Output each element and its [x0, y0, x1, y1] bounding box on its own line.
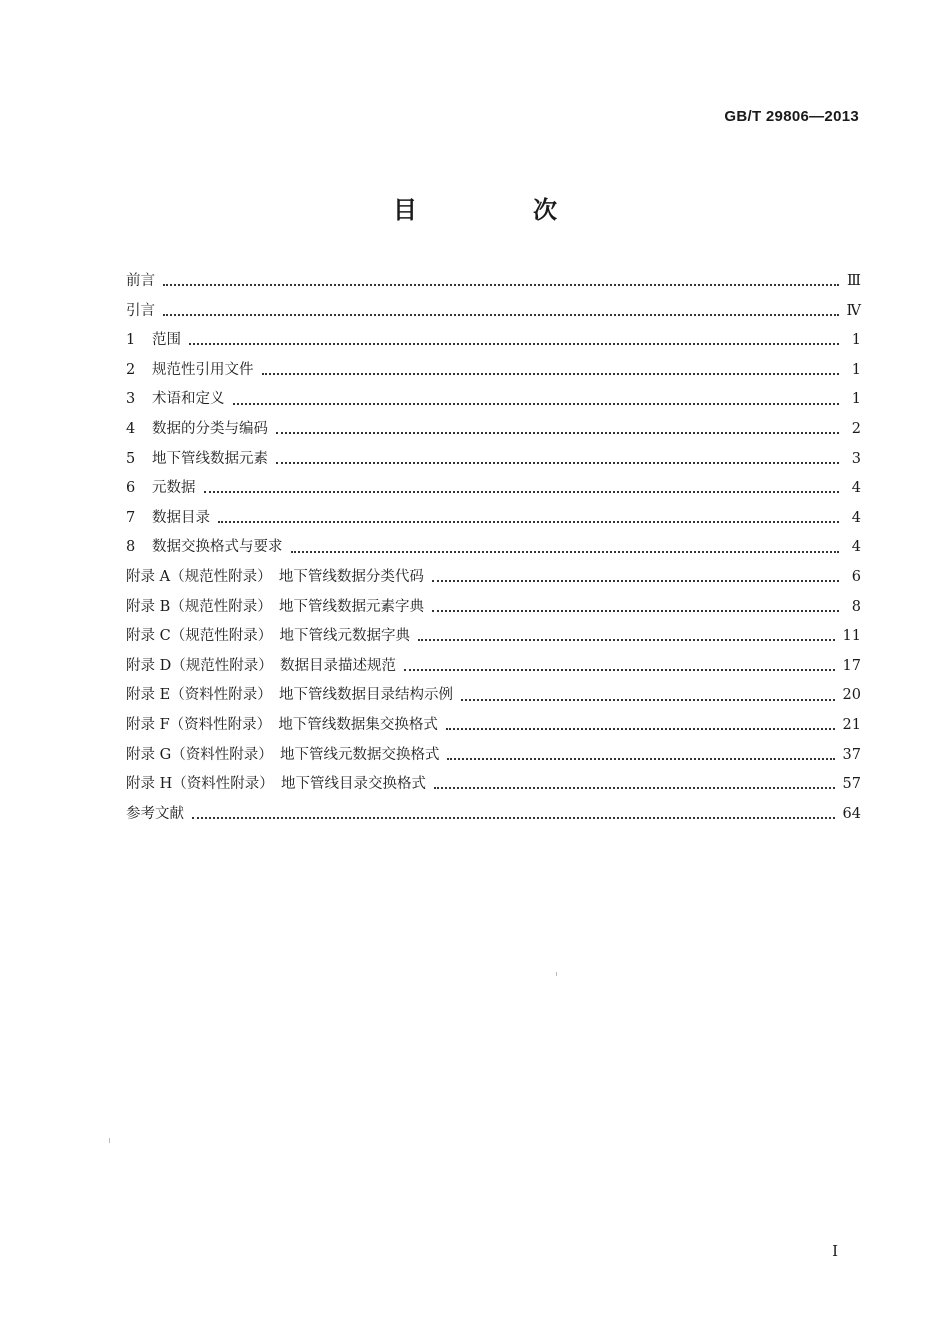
toc-entry-page: 11 [842, 628, 861, 645]
dot-leader [447, 757, 834, 760]
toc-entry-number: 6 [126, 480, 136, 497]
toc-entry-label: 附录 E（资料性附录） 地下管线数据目录结构示例 [126, 687, 453, 704]
dot-leader [276, 431, 839, 434]
toc-entry-number: 8 [126, 539, 136, 556]
toc-entry-6[interactable] [126, 474, 861, 504]
toc-entry-appendix-b[interactable] [126, 593, 861, 623]
toc-entry-page: 57 [842, 776, 861, 793]
toc-entry-number: 3 [126, 391, 136, 408]
toc-entry-number: 1 [126, 332, 136, 349]
table-of-contents [126, 267, 861, 829]
toc-entry-appendix-g[interactable] [126, 741, 861, 771]
toc-entry-page: 21 [842, 716, 861, 733]
toc-entry-label: 数据交换格式与要求 [152, 539, 283, 556]
toc-entry-number: 2 [126, 361, 136, 378]
toc-entry-label: 附录 H（资料性附录） 地下管线目录交换格式 [126, 776, 427, 793]
toc-entry-page: 4 [851, 509, 861, 526]
dot-leader [418, 638, 835, 641]
toc-entry-page: 17 [842, 657, 861, 674]
dot-leader [192, 816, 835, 819]
toc-entry-appendix-f[interactable] [126, 711, 861, 741]
dot-leader [432, 609, 839, 612]
page-number: I [832, 1242, 838, 1260]
toc-entry-page: 4 [851, 539, 861, 556]
toc-entry-label: 数据目录 [152, 509, 210, 526]
toc-entry-page: 3 [851, 450, 861, 467]
dot-leader [233, 402, 840, 405]
toc-entry-label: 地下管线数据元素 [152, 450, 268, 467]
toc-entry-number: 4 [126, 420, 136, 437]
toc-entry-2[interactable] [126, 356, 861, 386]
toc-entry-introduction[interactable] [126, 297, 861, 327]
toc-entry-page: 2 [851, 420, 861, 437]
scan-speck [109, 1138, 110, 1143]
toc-entry-label: 附录 A（规范性附录） 地下管线数据分类代码 [126, 568, 424, 585]
toc-entry-foreword[interactable] [126, 267, 861, 297]
dot-leader [404, 668, 835, 671]
toc-entry-page: Ⅲ [847, 273, 861, 289]
toc-entry-label: 附录 F（资料性附录） 地下管线数据集交换格式 [126, 716, 438, 733]
toc-entry-page: 20 [842, 687, 861, 704]
toc-entry-page: 1 [851, 391, 861, 408]
dot-leader [262, 372, 840, 375]
dot-leader [434, 786, 835, 789]
toc-entry-label: 范围 [152, 332, 181, 349]
toc-entry-label: 附录 G（资料性附录） 地下管线元数据交换格式 [126, 746, 440, 763]
dot-leader [218, 520, 839, 523]
dot-leader [432, 579, 839, 582]
dot-leader [163, 283, 839, 286]
toc-entry-page: 4 [851, 480, 861, 497]
toc-entry-label: 元数据 [152, 480, 196, 497]
toc-entry-page: Ⅳ [846, 302, 861, 319]
toc-entry-8[interactable] [126, 533, 861, 563]
toc-entry-label: 规范性引用文件 [152, 361, 254, 378]
dot-leader [189, 342, 839, 345]
scan-speck [556, 972, 557, 976]
toc-entry-7[interactable] [126, 504, 861, 534]
dot-leader [276, 461, 839, 464]
toc-entry-label: 参考文献 [126, 805, 184, 822]
toc-entry-3[interactable] [126, 385, 861, 415]
toc-entry-page: 1 [851, 361, 861, 378]
toc-entry-appendix-h[interactable] [126, 770, 861, 800]
toc-entry-number: 5 [126, 450, 136, 467]
toc-entry-page: 6 [851, 568, 861, 585]
toc-entry-number: 7 [126, 509, 136, 526]
toc-entry-label: 附录 B（规范性附录） 地下管线数据元素字典 [126, 598, 425, 615]
toc-entry-4[interactable] [126, 415, 861, 445]
standard-number: GB/T 29806—2013 [724, 108, 859, 125]
toc-entry-label: 术语和定义 [152, 391, 225, 408]
page-title: 目 次 [393, 196, 603, 224]
toc-entry-label: 引言 [126, 302, 155, 319]
toc-entry-label: 附录 C（规范性附录） 地下管线元数据字典 [126, 628, 410, 645]
toc-entry-label: 前言 [126, 273, 155, 289]
toc-entry-bibliography[interactable] [126, 800, 861, 830]
toc-entry-label: 数据的分类与编码 [152, 420, 268, 437]
toc-entry-page: 37 [842, 746, 861, 763]
toc-entry-1[interactable] [126, 326, 861, 356]
dot-leader [204, 490, 840, 493]
dot-leader [461, 698, 835, 701]
toc-entry-appendix-c[interactable] [126, 622, 861, 652]
toc-entry-appendix-e[interactable] [126, 681, 861, 711]
dot-leader [446, 727, 835, 730]
toc-entry-page: 8 [851, 598, 861, 615]
toc-entry-label: 附录 D（规范性附录） 数据目录描述规范 [126, 657, 396, 674]
dot-leader [291, 550, 840, 553]
dot-leader [163, 313, 839, 316]
toc-entry-appendix-a[interactable] [126, 563, 861, 593]
toc-entry-page: 64 [842, 805, 861, 822]
toc-entry-5[interactable] [126, 445, 861, 475]
toc-entry-page: 1 [851, 332, 861, 349]
toc-entry-appendix-d[interactable] [126, 652, 861, 682]
